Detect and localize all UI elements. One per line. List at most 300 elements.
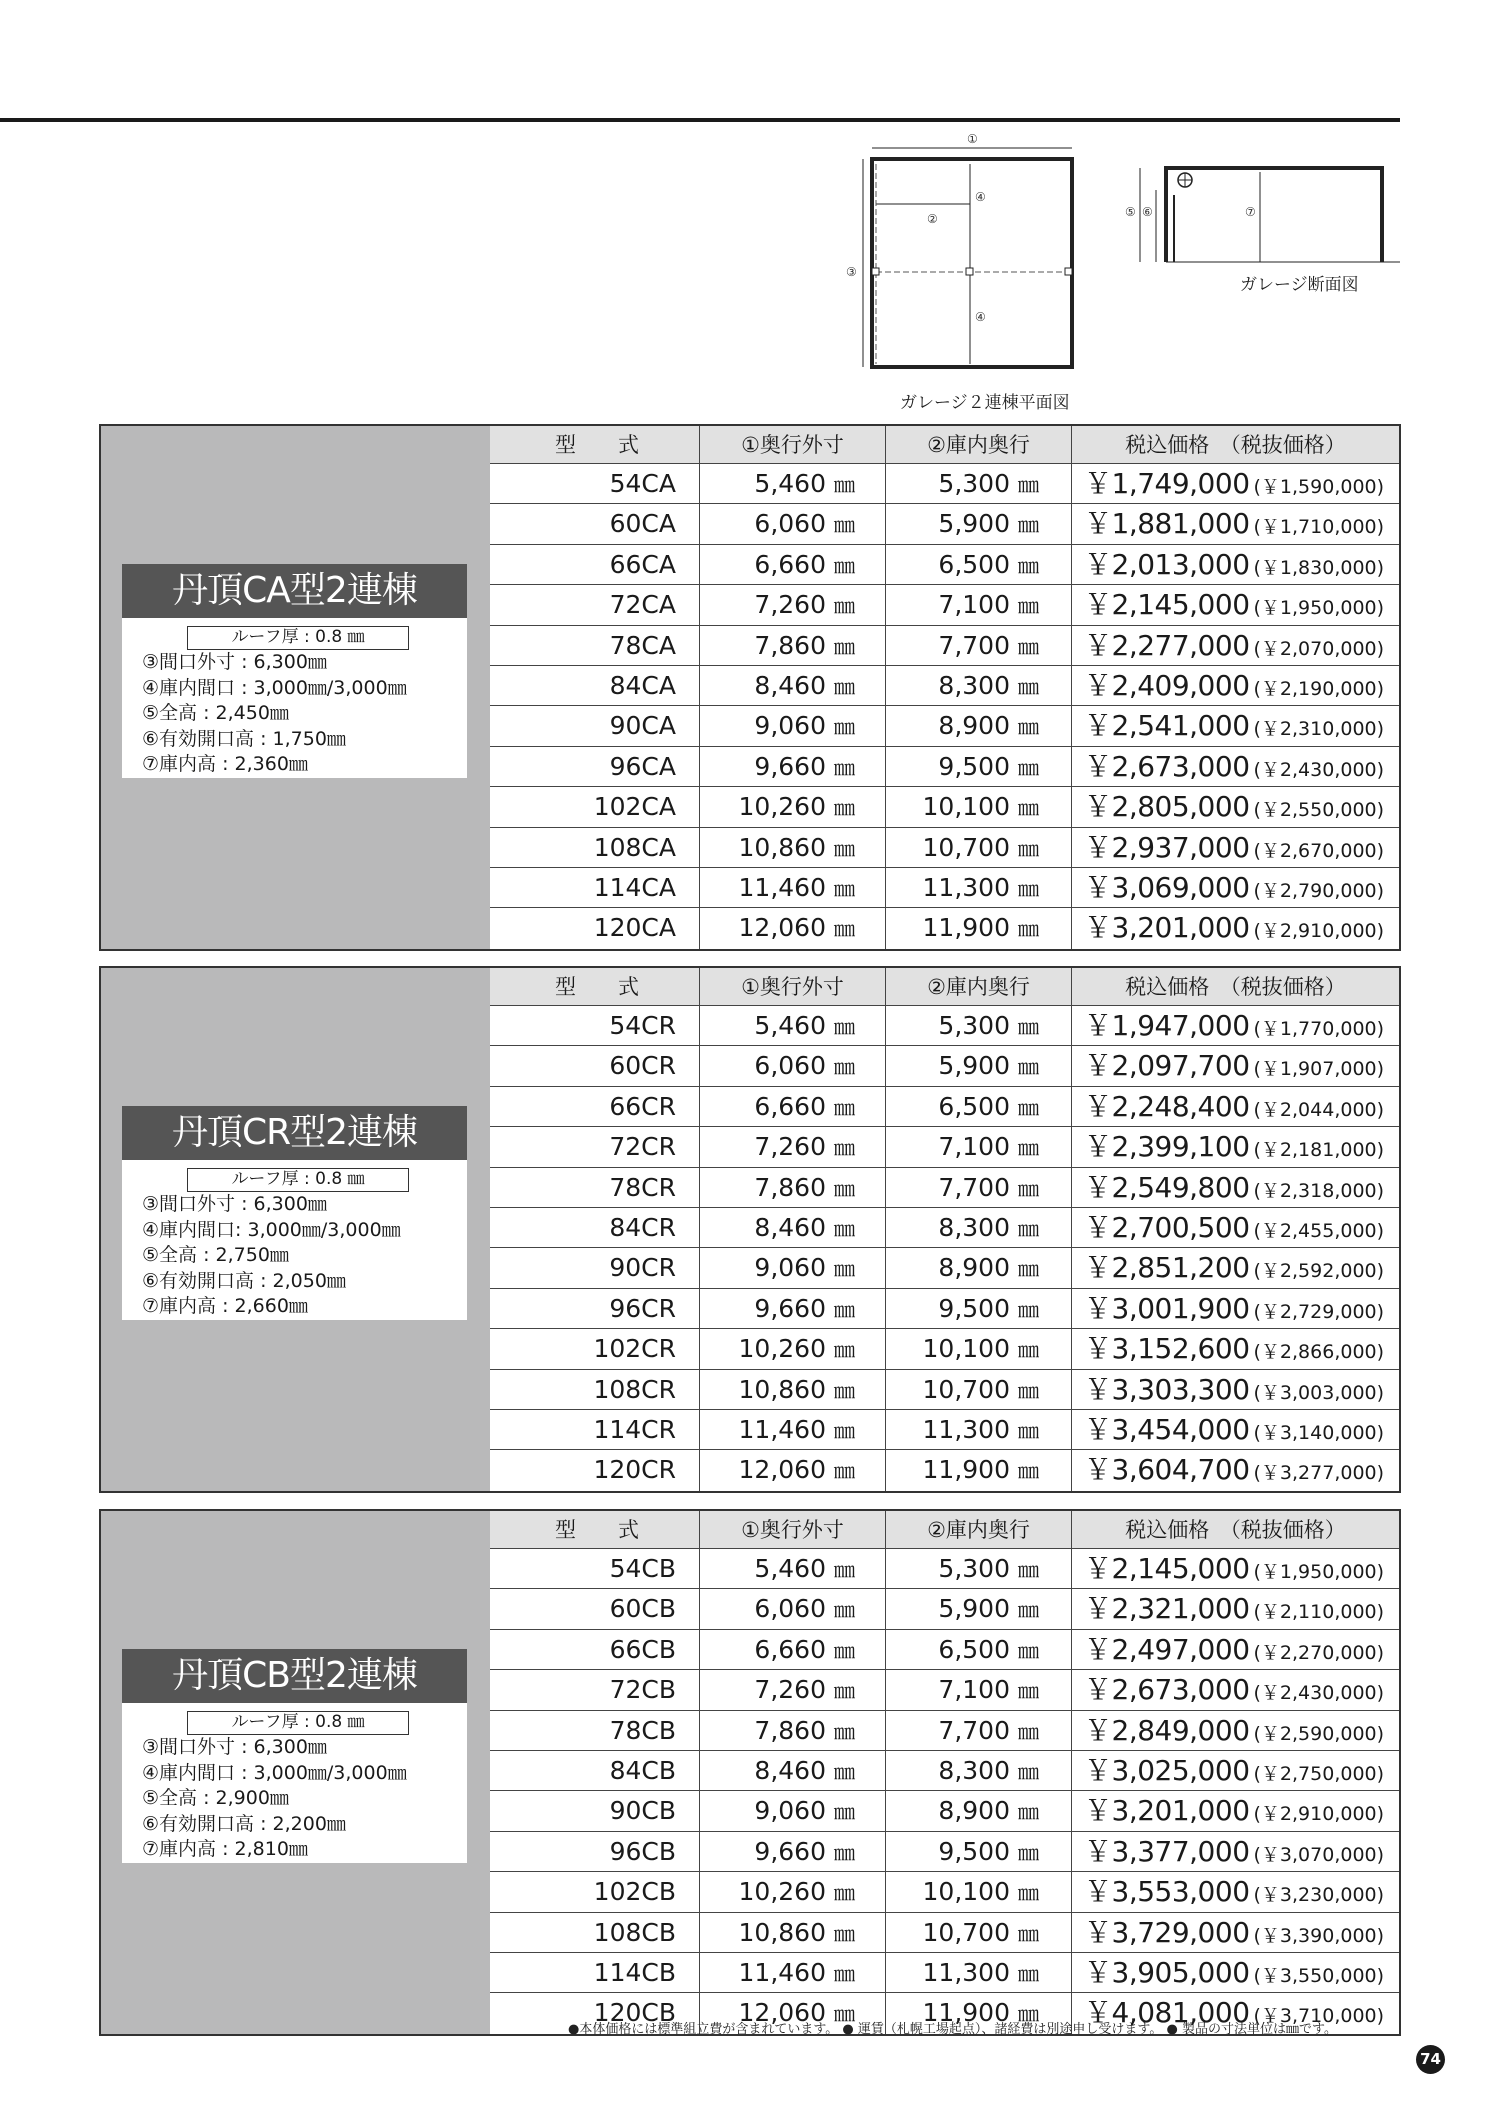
outer-value: 7,860: [754, 1172, 826, 1202]
spec-line: ③間口外寸 : 6,300㎜: [142, 1193, 327, 1215]
unit: ㎜: [834, 1962, 855, 1986]
footnote: ●本体価格には標準組立費が含まれています。 ● 運賃（札幌工場起点）、諸経費は別途申し受けます。 ● 製品の寸法単位は㎜です。: [568, 2022, 1337, 2037]
depth-inner-cell: [885, 1127, 1071, 1166]
unit: ㎜: [834, 594, 855, 619]
inner-value: 10,100: [922, 1877, 1010, 1907]
unit: ㎜: [1018, 1055, 1039, 1080]
price-cell: [1071, 1872, 1399, 1911]
model-cell: 108CB: [593, 1917, 676, 1947]
col-depth-inner-header: ②庫内奥行: [885, 1511, 1071, 1548]
table-row: [490, 1670, 1399, 1710]
table-row: [490, 666, 1399, 706]
unit: ㎜: [1018, 1558, 1039, 1582]
outer-value: 9,660: [754, 751, 826, 781]
depth-inner-cell: [885, 1791, 1071, 1830]
roof-thickness: ルーフ厚 : 0.8 ㎜: [187, 1711, 409, 1735]
outer-value: 10,860: [738, 1374, 826, 1404]
unit: ㎜: [834, 675, 855, 699]
price-excl-tax: (￥3,277,000): [1253, 1462, 1385, 1485]
price-excl-tax: (￥1,950,000): [1253, 597, 1385, 620]
outer-value: 6,660: [754, 1091, 826, 1121]
unit: ㎜: [1018, 1136, 1039, 1161]
depth-inner-cell: [885, 868, 1071, 907]
price-incl-tax: ￥2,013,000: [1084, 547, 1250, 581]
model-cell: 96CA: [609, 751, 676, 781]
unit: ㎜: [1018, 877, 1039, 901]
price-excl-tax: (￥2,310,000): [1253, 718, 1385, 741]
outer-value: 5,460: [754, 469, 826, 498]
depth-outer-cell: [699, 1208, 885, 1247]
depth-inner-cell: [885, 1589, 1071, 1628]
price-table: [490, 968, 1399, 1491]
model-cell: 114CR: [593, 1415, 676, 1444]
table-header: [490, 968, 1399, 1006]
table-row: [490, 1751, 1399, 1791]
plan-mark-1: ①: [967, 132, 978, 146]
table-row: [490, 1127, 1399, 1167]
price-excl-tax: (￥3,230,000): [1253, 1884, 1385, 1907]
price-incl-tax: ￥3,152,600: [1084, 1332, 1250, 1366]
depth-outer-cell: [699, 1289, 885, 1328]
unit: ㎜: [1018, 1338, 1039, 1363]
plan-mark-4a: ④: [975, 190, 986, 204]
price-incl-tax: ￥2,145,000: [1084, 588, 1250, 622]
model-cell: 78CB: [609, 1715, 676, 1745]
price-excl-tax: (￥2,110,000): [1253, 1601, 1385, 1624]
col-depth-outer-header: ①奥行外寸: [699, 1511, 885, 1548]
depth-inner-cell: [885, 1168, 1071, 1207]
depth-inner-cell: [885, 1410, 1071, 1449]
inner-value: 11,900: [922, 1455, 1010, 1485]
spec-line: ⑤全高 : 2,900㎜: [142, 1787, 289, 1809]
inner-value: 10,100: [922, 792, 1010, 822]
unit: ㎜: [834, 1800, 855, 1825]
model-cell: 54CB: [609, 1554, 676, 1583]
price-excl-tax: (￥2,910,000): [1253, 1803, 1385, 1826]
price-cell: [1071, 1630, 1399, 1669]
price-cell: [1071, 747, 1399, 786]
depth-outer-cell: [699, 1630, 885, 1669]
depth-outer-cell: [699, 1450, 885, 1490]
depth-inner-cell: [885, 666, 1071, 705]
model-cell: 60CA: [609, 509, 676, 539]
depth-inner-cell: [885, 504, 1071, 543]
inner-value: 7,700: [938, 1715, 1010, 1745]
price-excl-tax: (￥2,181,000): [1253, 1139, 1385, 1162]
depth-outer-cell: [699, 868, 885, 907]
inner-value: 11,900: [922, 1998, 1010, 2028]
outer-value: 12,060: [738, 1998, 826, 2028]
product-block: [99, 424, 1401, 951]
depth-outer-cell: [699, 908, 885, 948]
product-sidebar: [101, 1511, 490, 2034]
unit: ㎜: [1018, 836, 1039, 861]
outer-value: 7,860: [754, 1715, 826, 1745]
inner-value: 8,900: [938, 1796, 1010, 1826]
roof-thickness: ルーフ厚 : 0.8 ㎜: [187, 626, 409, 650]
table-row: [490, 1046, 1399, 1086]
model-cell: 54CR: [609, 1011, 676, 1040]
table-header: [490, 1511, 1399, 1549]
price-excl-tax: (￥3,003,000): [1253, 1381, 1385, 1404]
inner-value: 7,700: [938, 630, 1010, 660]
price-incl-tax: ￥2,673,000: [1084, 1673, 1250, 1707]
product-name: 丹頂CB型2連棟: [122, 1649, 467, 1703]
spec-line: ⑦庫内高 : 2,360㎜: [142, 753, 308, 775]
page-number: 74: [1416, 2045, 1445, 2074]
price-cell: [1071, 1589, 1399, 1628]
outer-value: 8,460: [754, 1756, 826, 1785]
price-excl-tax: (￥1,830,000): [1253, 556, 1385, 579]
table-row: [490, 1711, 1399, 1751]
model-cell: 102CR: [593, 1334, 676, 1364]
price-cell: [1071, 1549, 1399, 1588]
unit: ㎜: [834, 1338, 855, 1363]
price-excl-tax: (￥2,750,000): [1253, 1763, 1385, 1785]
inner-value: 10,700: [922, 1917, 1010, 1947]
outer-value: 8,460: [754, 671, 826, 700]
depth-inner-cell: [885, 1087, 1071, 1126]
unit: ㎜: [834, 1015, 855, 1039]
price-excl-tax: (￥2,729,000): [1253, 1300, 1385, 1323]
depth-outer-cell: [699, 1872, 885, 1911]
outer-value: 10,860: [738, 832, 826, 862]
model-cell: 120CA: [593, 913, 676, 943]
depth-outer-cell: [699, 1791, 885, 1830]
depth-inner-cell: [885, 747, 1071, 786]
unit: ㎜: [1018, 553, 1039, 578]
unit: ㎜: [834, 513, 855, 538]
price-incl-tax: ￥2,805,000: [1084, 790, 1250, 824]
unit: ㎜: [834, 1760, 855, 1784]
unit: ㎜: [1018, 715, 1039, 740]
depth-outer-cell: [699, 1913, 885, 1952]
table-row: [490, 1791, 1399, 1831]
col-depth-outer-header: ①奥行外寸: [699, 968, 885, 1005]
inner-value: 6,500: [938, 1091, 1010, 1121]
unit: ㎜: [834, 796, 855, 821]
outer-value: 11,460: [738, 1958, 826, 1987]
col-price-header: 税込価格 （税抜価格）: [1071, 968, 1399, 1005]
unit: ㎜: [1018, 796, 1039, 821]
col-depth-outer-header: ①奥行外寸: [699, 426, 885, 463]
price-cell: [1071, 787, 1399, 826]
model-cell: 72CA: [609, 590, 676, 620]
model-cell: 66CB: [609, 1634, 676, 1664]
inner-value: 10,700: [922, 1374, 1010, 1404]
unit: ㎜: [834, 1297, 855, 1322]
table-row: [490, 1832, 1399, 1872]
outer-value: 6,660: [754, 549, 826, 579]
col-depth-inner-header: ②庫内奥行: [885, 968, 1071, 1005]
model-cell: 54CA: [609, 469, 676, 498]
price-excl-tax: (￥2,430,000): [1253, 758, 1385, 781]
table-row: [490, 626, 1399, 666]
inner-value: 11,300: [922, 1415, 1010, 1444]
outer-value: 5,460: [754, 1554, 826, 1583]
table-row: [490, 1410, 1399, 1450]
plan-mark-2: ②: [927, 212, 938, 226]
depth-outer-cell: [699, 504, 885, 543]
price-cell: [1071, 1087, 1399, 1126]
depth-inner-cell: [885, 1289, 1071, 1328]
table-row: [490, 1913, 1399, 1953]
unit: ㎜: [834, 473, 855, 497]
price-excl-tax: (￥1,590,000): [1253, 476, 1385, 498]
inner-value: 5,900: [938, 509, 1010, 539]
unit: ㎜: [1018, 1257, 1039, 1282]
outer-value: 11,460: [738, 1415, 826, 1444]
outer-value: 7,860: [754, 630, 826, 660]
price-cell: [1071, 1670, 1399, 1709]
outer-value: 9,060: [754, 711, 826, 741]
table-row: [490, 1087, 1399, 1127]
depth-outer-cell: [699, 1549, 885, 1588]
depth-inner-cell: [885, 545, 1071, 584]
price-incl-tax: ￥2,145,000: [1084, 1552, 1250, 1585]
inner-value: 9,500: [938, 1293, 1010, 1323]
depth-outer-cell: [699, 1670, 885, 1709]
price-excl-tax: (￥3,710,000): [1253, 2005, 1385, 2028]
depth-inner-cell: [885, 1670, 1071, 1709]
price-cell: [1071, 1953, 1399, 1992]
unit: ㎜: [834, 1881, 855, 1906]
unit: ㎜: [1018, 1921, 1039, 1946]
spec-line: ⑤全高 : 2,750㎜: [142, 1244, 289, 1266]
price-cell: [1071, 1006, 1399, 1045]
depth-outer-cell: [699, 1168, 885, 1207]
outer-value: 8,460: [754, 1213, 826, 1242]
unit: ㎜: [1018, 1840, 1039, 1865]
depth-outer-cell: [699, 1127, 885, 1166]
price-incl-tax: ￥2,399,100: [1084, 1130, 1250, 1164]
model-cell: 78CA: [609, 630, 676, 660]
outer-value: 6,060: [754, 509, 826, 539]
inner-value: 6,500: [938, 549, 1010, 579]
model-cell: 72CB: [609, 1675, 676, 1705]
unit: ㎜: [1018, 1459, 1039, 1484]
outer-value: 7,260: [754, 590, 826, 620]
unit: ㎜: [1018, 1679, 1039, 1704]
inner-value: 11,900: [922, 913, 1010, 943]
model-cell: 96CB: [609, 1836, 676, 1866]
unit: ㎜: [1018, 1719, 1039, 1744]
spec-line: ③間口外寸 : 6,300㎜: [142, 651, 327, 673]
price-incl-tax: ￥2,097,700: [1084, 1049, 1250, 1083]
price-incl-tax: ￥3,069,000: [1084, 871, 1250, 904]
inner-value: 8,900: [938, 711, 1010, 741]
price-excl-tax: (￥2,044,000): [1253, 1098, 1385, 1121]
unit: ㎜: [1018, 755, 1039, 780]
spec-line: ⑦庫内高 : 2,660㎜: [142, 1295, 308, 1317]
outer-value: 7,260: [754, 1675, 826, 1705]
table-row: [490, 747, 1399, 787]
roof-thickness: ルーフ厚 : 0.8 ㎜: [187, 1168, 409, 1192]
table-row: [490, 1329, 1399, 1369]
depth-inner-cell: [885, 1751, 1071, 1790]
unit: ㎜: [834, 553, 855, 578]
depth-inner-cell: [885, 1832, 1071, 1871]
garage-plan-diagram: [845, 132, 1085, 412]
depth-outer-cell: [699, 464, 885, 503]
model-cell: 72CR: [609, 1132, 676, 1162]
model-cell: 102CA: [593, 792, 676, 822]
table-row: [490, 1370, 1399, 1410]
inner-value: 5,300: [938, 469, 1010, 498]
unit: ㎜: [834, 634, 855, 659]
product-name: 丹頂CR型2連棟: [122, 1106, 467, 1160]
unit: ㎜: [834, 1459, 855, 1484]
unit: ㎜: [1018, 1881, 1039, 1906]
depth-inner-cell: [885, 1370, 1071, 1409]
price-cell: [1071, 1289, 1399, 1328]
price-cell: [1071, 585, 1399, 624]
price-incl-tax: ￥3,201,000: [1084, 911, 1250, 945]
table-row: [490, 1006, 1399, 1046]
depth-outer-cell: [699, 1832, 885, 1871]
unit: ㎜: [834, 917, 855, 942]
model-cell: 114CB: [593, 1958, 676, 1987]
unit: ㎜: [1018, 2002, 1039, 2027]
table-row: [490, 1630, 1399, 1670]
top-rule: [0, 118, 1400, 122]
model-cell: 120CR: [593, 1455, 676, 1485]
spec-box: [122, 1160, 467, 1320]
price-incl-tax: ￥3,454,000: [1084, 1413, 1250, 1446]
depth-outer-cell: [699, 1087, 885, 1126]
plan-mark-3: ③: [846, 265, 857, 279]
depth-inner-cell: [885, 787, 1071, 826]
price-excl-tax: (￥3,140,000): [1253, 1422, 1385, 1444]
price-excl-tax: (￥2,910,000): [1253, 920, 1385, 943]
unit: ㎜: [1018, 1297, 1039, 1322]
unit: ㎜: [1018, 1638, 1039, 1663]
price-excl-tax: (￥3,390,000): [1253, 1924, 1385, 1947]
unit: ㎜: [1018, 1800, 1039, 1825]
unit: ㎜: [834, 1638, 855, 1663]
price-excl-tax: (￥2,550,000): [1253, 799, 1385, 822]
table-row: [490, 1589, 1399, 1629]
unit: ㎜: [1018, 473, 1039, 497]
price-excl-tax: (￥1,950,000): [1253, 1561, 1385, 1583]
outer-value: 6,060: [754, 1051, 826, 1081]
price-table: [490, 1511, 1399, 2034]
price-incl-tax: ￥2,851,200: [1084, 1251, 1250, 1285]
price-cell: [1071, 1711, 1399, 1750]
model-cell: 78CR: [609, 1172, 676, 1202]
spec-line: ⑥有効開口高 : 2,200㎜: [142, 1812, 346, 1835]
table-row: [490, 908, 1399, 948]
depth-inner-cell: [885, 1006, 1071, 1045]
unit: ㎜: [1018, 513, 1039, 538]
price-cell: [1071, 828, 1399, 867]
model-cell: 84CA: [609, 671, 676, 700]
unit: ㎜: [1018, 1419, 1039, 1443]
depth-inner-cell: [885, 585, 1071, 624]
price-excl-tax: (￥2,270,000): [1253, 1641, 1385, 1664]
model-cell: 120CB: [593, 1998, 676, 2028]
price-incl-tax: ￥1,947,000: [1084, 1009, 1250, 1042]
section-mark-6: ⑥: [1142, 205, 1153, 219]
outer-value: 10,260: [738, 1334, 826, 1364]
col-price-header: 税込価格 （税抜価格）: [1071, 1511, 1399, 1548]
depth-inner-cell: [885, 1248, 1071, 1287]
table-row: [490, 1549, 1399, 1589]
price-excl-tax: (￥2,592,000): [1253, 1260, 1385, 1283]
unit: ㎜: [834, 1840, 855, 1865]
model-cell: 90CR: [609, 1253, 676, 1283]
depth-inner-cell: [885, 706, 1071, 745]
outer-value: 6,060: [754, 1594, 826, 1624]
price-excl-tax: (￥2,070,000): [1253, 637, 1385, 660]
section-diagram-label: ガレージ断面図: [1240, 275, 1359, 295]
price-cell: [1071, 908, 1399, 948]
price-cell: [1071, 1410, 1399, 1449]
inner-value: 7,100: [938, 1132, 1010, 1162]
unit: ㎜: [834, 1095, 855, 1120]
depth-inner-cell: [885, 1208, 1071, 1247]
table-row: [490, 1872, 1399, 1912]
unit: ㎜: [1018, 634, 1039, 659]
price-incl-tax: ￥2,849,000: [1084, 1713, 1250, 1747]
depth-outer-cell: [699, 1589, 885, 1628]
model-cell: 102CB: [593, 1877, 676, 1907]
price-cell: [1071, 666, 1399, 705]
depth-outer-cell: [699, 1248, 885, 1287]
price-table: [490, 426, 1399, 949]
unit: ㎜: [834, 755, 855, 780]
table-row: [490, 504, 1399, 544]
price-cell: [1071, 504, 1399, 543]
spec-line: ④庫内間口 : 3,000㎜/3,000㎜: [142, 1761, 407, 1784]
depth-inner-cell: [885, 908, 1071, 948]
depth-inner-cell: [885, 464, 1071, 503]
outer-value: 12,060: [738, 1455, 826, 1485]
model-cell: 96CR: [609, 1293, 676, 1323]
depth-outer-cell: [699, 1046, 885, 1085]
price-incl-tax: ￥3,905,000: [1084, 1956, 1250, 1989]
spec-box: [122, 618, 467, 778]
price-cell: [1071, 706, 1399, 745]
unit: ㎜: [834, 1257, 855, 1282]
inner-value: 10,700: [922, 832, 1010, 862]
price-incl-tax: ￥2,277,000: [1084, 628, 1250, 662]
table-row: [490, 787, 1399, 827]
col-depth-inner-header: ②庫内奥行: [885, 426, 1071, 463]
inner-value: 7,700: [938, 1172, 1010, 1202]
garage-section-diagram: [1120, 150, 1400, 300]
product-block: [99, 1509, 1401, 2036]
spec-line: ⑥有効開口高 : 2,050㎜: [142, 1269, 346, 1292]
inner-value: 5,900: [938, 1594, 1010, 1624]
unit: ㎜: [1018, 1095, 1039, 1120]
section-mark-5: ⑤: [1125, 205, 1136, 219]
depth-inner-cell: [885, 1711, 1071, 1750]
price-excl-tax: (￥3,550,000): [1253, 1965, 1385, 1987]
depth-inner-cell: [885, 828, 1071, 867]
price-excl-tax: (￥2,670,000): [1253, 839, 1385, 862]
price-incl-tax: ￥3,303,300: [1084, 1372, 1250, 1406]
price-cell: [1071, 1127, 1399, 1166]
inner-value: 8,900: [938, 1253, 1010, 1283]
inner-value: 10,100: [922, 1334, 1010, 1364]
model-cell: 66CA: [609, 549, 676, 579]
price-cell: [1071, 626, 1399, 665]
inner-value: 8,300: [938, 671, 1010, 700]
col-price-header: 税込価格 （税抜価格）: [1071, 426, 1399, 463]
unit: ㎜: [1018, 917, 1039, 942]
plan-drawing: [845, 132, 1085, 392]
